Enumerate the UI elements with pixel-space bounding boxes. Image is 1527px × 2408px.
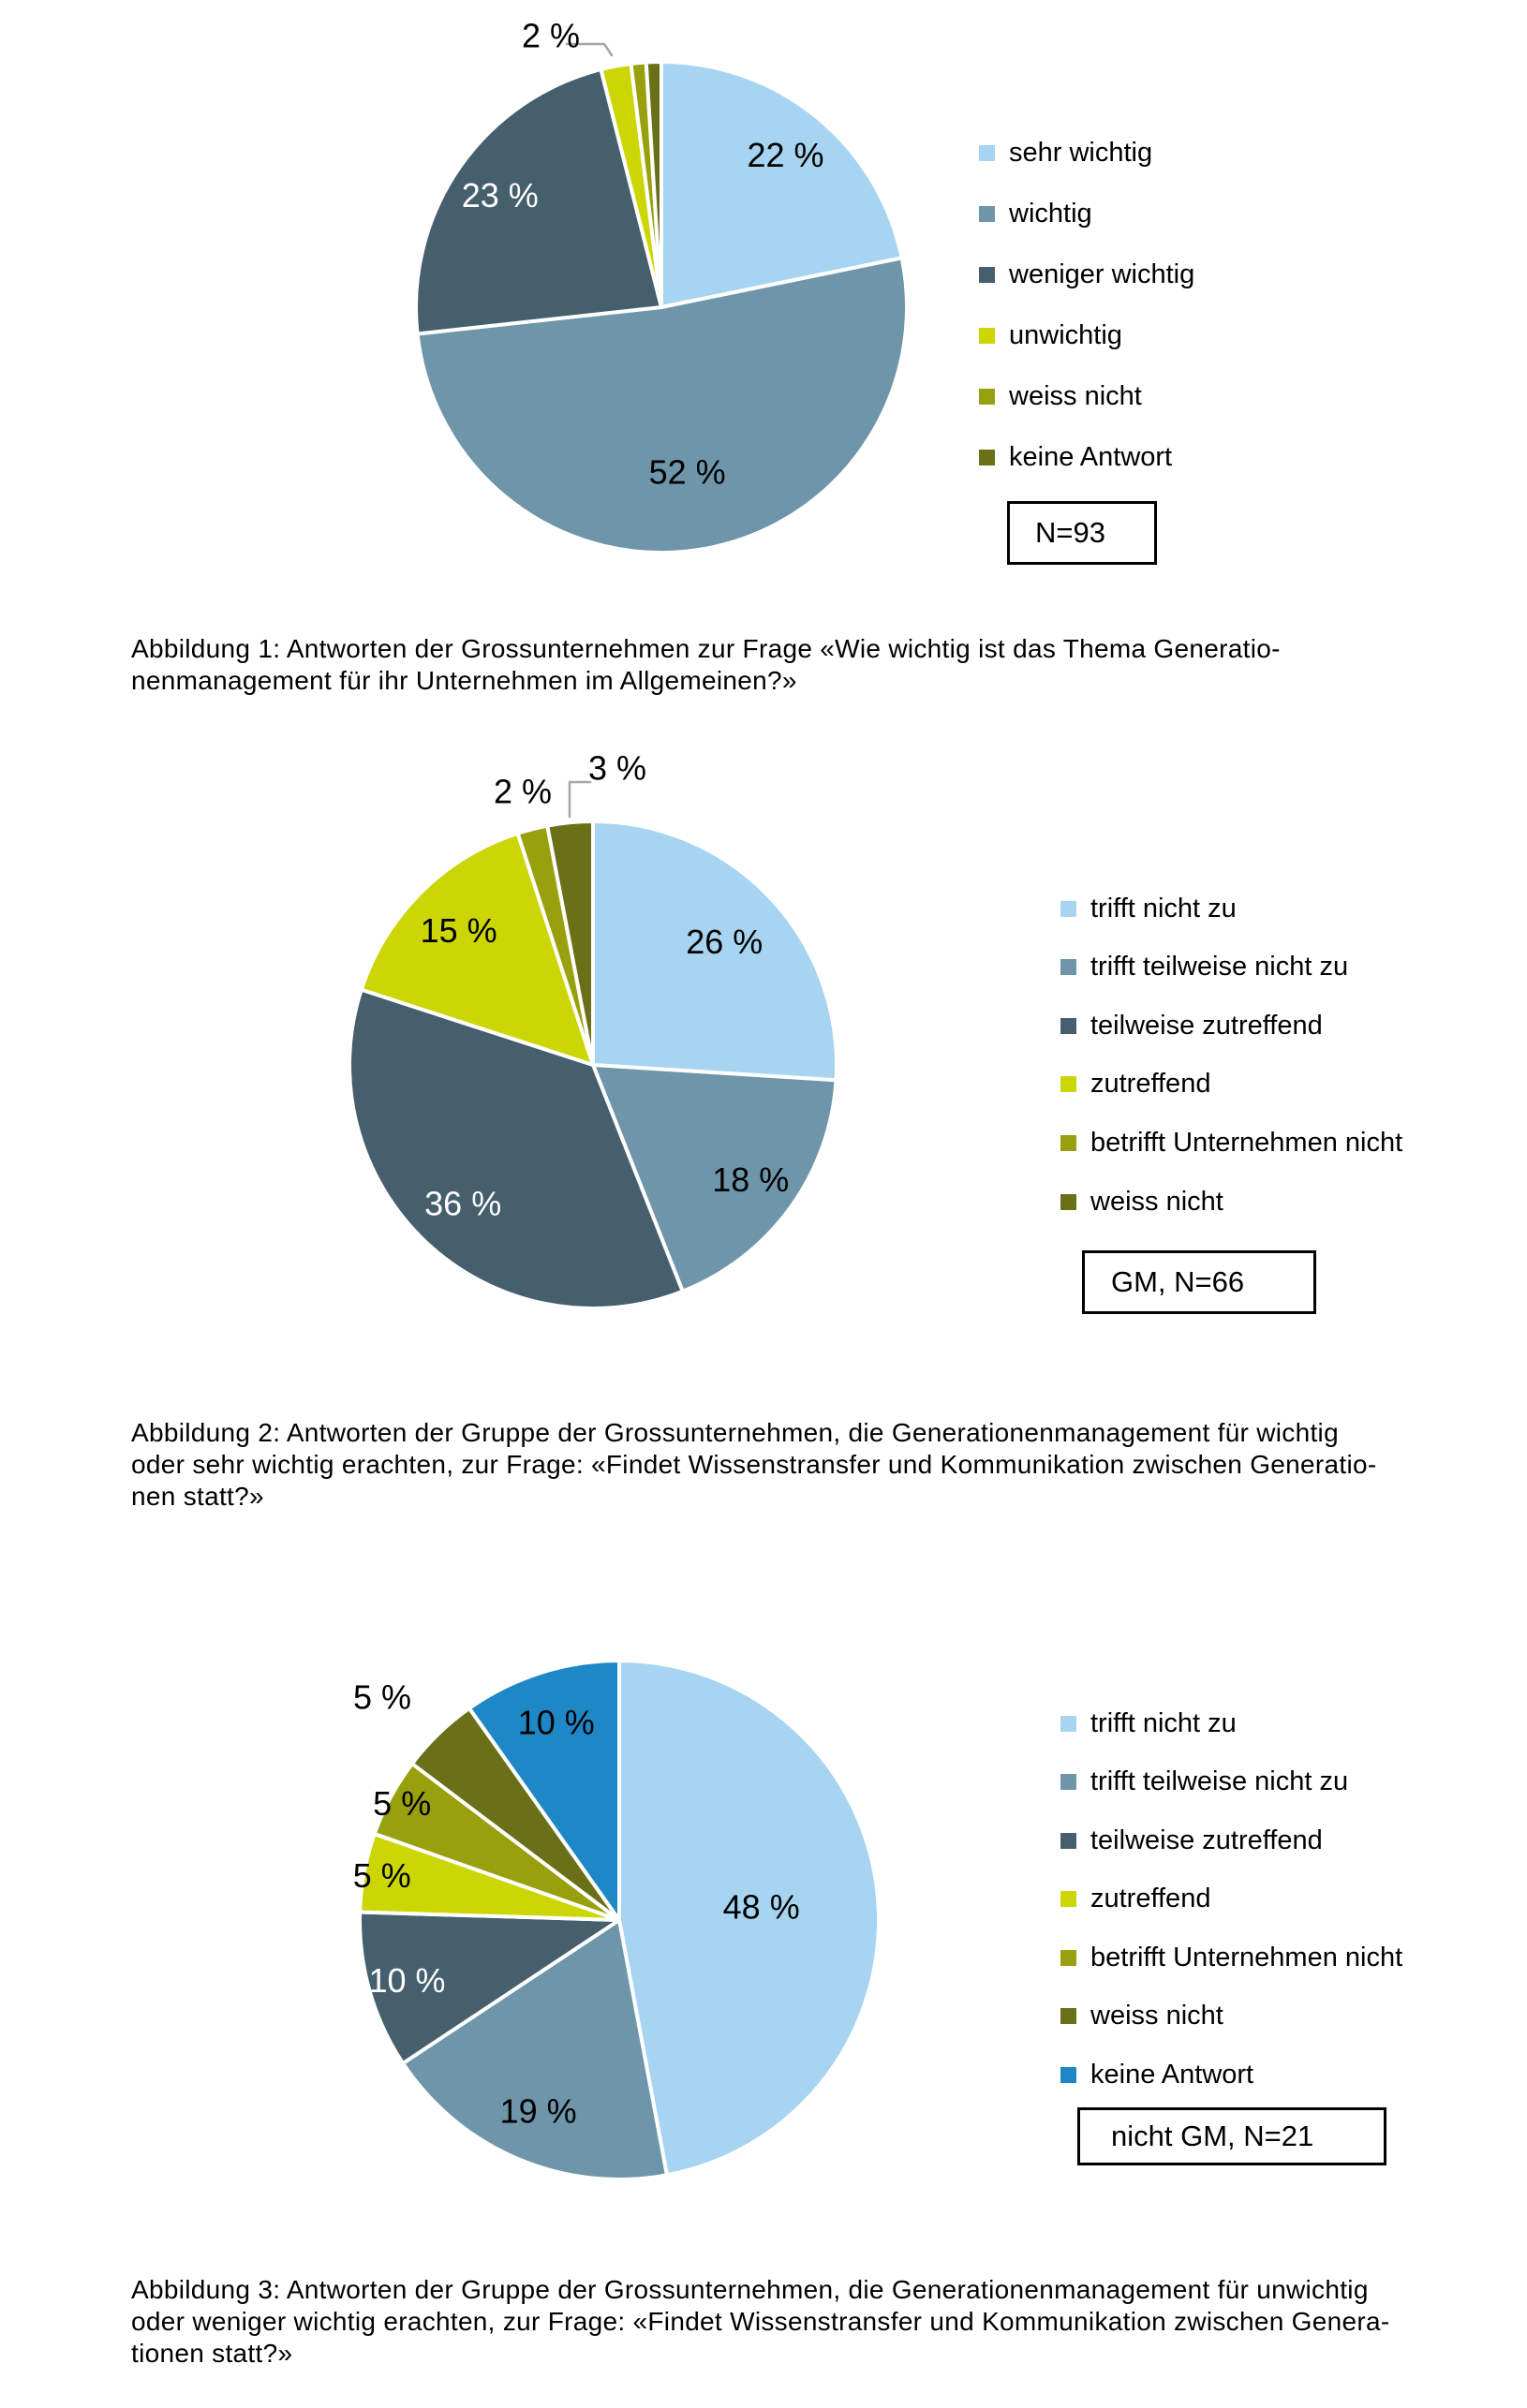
- caption-line: Abbildung 3: Antworten der Gruppe der Grossunternehmen, die Generationenmanagement für unwichtig: [131, 2275, 1369, 2304]
- legend-label: trifft nicht zu: [1090, 893, 1237, 923]
- sample-size-box: [1007, 501, 1157, 565]
- pie-chart-1: [309, 0, 965, 618]
- legend-swatch-icon: [1060, 1891, 1076, 1907]
- sample-size-label: GM, N=66: [1111, 1265, 1245, 1298]
- legend-item-weniger-wichtig: [979, 260, 1194, 288]
- pie-percent-callout: 2 %: [493, 772, 553, 811]
- legend-label: zutreffend: [1090, 1884, 1211, 1913]
- legend-item-keine-antwort: [979, 443, 1172, 471]
- legend-label: weiss nicht: [1009, 380, 1142, 411]
- sample-size-label: N=93: [1035, 516, 1105, 549]
- pie-percent-callout: 2 %: [521, 16, 581, 55]
- legend-label: unwichtig: [1009, 319, 1122, 350]
- legend-swatch-icon: [1060, 1833, 1076, 1849]
- legend-swatch-icon: [1060, 1076, 1076, 1092]
- legend-swatch-icon: [1060, 1194, 1076, 1210]
- legend-label: trifft teilweise nicht zu: [1090, 952, 1349, 982]
- sample-size-box: [1082, 1250, 1316, 1314]
- legend-label: weiss nicht: [1090, 2001, 1223, 2031]
- caption-line: oder weniger wichtig erachten, zur Frage: «Findet Wissenstransfer und Kommunikation zwischen Genera-: [131, 2307, 1390, 2336]
- caption-line: oder sehr wichtig erachten, zur Frage: «Findet Wissenstransfer und Kommunikation zwischen Generatio-: [131, 1450, 1377, 1479]
- pie-percent-label: 19 %: [499, 2091, 577, 2131]
- callout-leader-line: [570, 782, 590, 817]
- legend-swatch-icon: [979, 206, 995, 222]
- figure-caption-3: [131, 2274, 1490, 2370]
- pie-percent-callout: 5 %: [352, 1677, 412, 1717]
- legend-item-zutreffend: [1060, 1885, 1210, 1913]
- legend-label: zutreffend: [1090, 1069, 1211, 1100]
- legend-item-keine-antwort: [1060, 2061, 1253, 2089]
- sample-size-box: [1077, 2107, 1386, 2165]
- pie-percent-label: 10 %: [517, 1703, 595, 1742]
- legend-item-weiss-nicht: [1060, 2002, 1223, 2031]
- pie-percent-label: 5 %: [352, 1856, 411, 1896]
- legend-label: teilweise zutreffend: [1090, 1824, 1323, 1855]
- legend-label: trifft teilweise nicht zu: [1090, 1766, 1349, 1796]
- legend-item-trifft-nicht-zu: [1060, 1709, 1237, 1737]
- legend-label: keine Antwort: [1009, 441, 1173, 472]
- pie-percent-label: 36 %: [424, 1184, 502, 1223]
- caption-line: tionen statt?»: [131, 2339, 293, 2368]
- legend-label: betrifft Unternehmen nicht: [1090, 1942, 1403, 1972]
- pie-percent-label: 52 %: [648, 452, 726, 492]
- legend-item-weiss-nicht: [1060, 1188, 1223, 1216]
- pie-percent-label: 18 %: [712, 1160, 790, 1199]
- legend-item-betrifft-unternehmen-nicht: [1060, 1943, 1402, 1972]
- legend-label: weniger wichtig: [1009, 259, 1195, 289]
- legend-item-zutreffend: [1060, 1071, 1210, 1099]
- legend-item-trifft-nicht-zu: [1060, 894, 1237, 923]
- caption-line: nen statt?»: [131, 1482, 264, 1511]
- pie-percent-label: 22 %: [747, 136, 824, 175]
- legend-item-betrifft-unternehmen-nicht: [1060, 1129, 1402, 1157]
- legend-swatch-icon: [1060, 2008, 1076, 2024]
- caption-line: nenmanagement für ihr Unternehmen im Allgemeinen?»: [131, 666, 797, 695]
- legend-item-teilweise-zutreffend: [1060, 1826, 1323, 1854]
- legend-swatch-icon: [979, 450, 995, 465]
- legend-swatch-icon: [1060, 2067, 1076, 2083]
- pie-percent-label: 23 %: [461, 176, 539, 214]
- pie-chart-2: [309, 731, 965, 1349]
- legend-swatch-icon: [1060, 1018, 1076, 1034]
- legend-label: keine Antwort: [1090, 2059, 1254, 2090]
- pie-percent-label: 26 %: [686, 922, 764, 961]
- legend-label: betrifft Unternehmen nicht: [1090, 1127, 1403, 1158]
- legend-item-trifft-teilweise-nicht-zu: [1060, 953, 1348, 982]
- caption-line: Abbildung 1: Antworten der Grossunternehmen zur Frage «Wie wichtig ist das Thema Generatio-: [131, 634, 1281, 663]
- legend-swatch-icon: [979, 145, 995, 161]
- legend-swatch-icon: [1060, 1716, 1076, 1732]
- pie-percent-label: 15 %: [420, 911, 497, 951]
- pie-chart-3: [281, 1630, 993, 2248]
- legend-item-weiss-nicht: [979, 382, 1142, 410]
- legend-swatch-icon: [1060, 1950, 1076, 1966]
- pie-percent-callout: 3 %: [587, 748, 647, 788]
- legend-item-unwichtig: [979, 321, 1122, 349]
- legend-swatch-icon: [979, 328, 995, 344]
- legend-swatch-icon: [1060, 901, 1076, 917]
- legend-label: sehr wichtig: [1009, 137, 1153, 168]
- legend-swatch-icon: [1060, 959, 1076, 975]
- legend-item-sehr-wichtig: [979, 139, 1152, 167]
- caption-line: Abbildung 2: Antworten der Gruppe der Grossunternehmen, die Generationenmanagement für wichtig: [131, 1418, 1339, 1447]
- legend-swatch-icon: [979, 267, 995, 283]
- legend-swatch-icon: [979, 389, 995, 405]
- legend-label: weiss nicht: [1090, 1186, 1223, 1217]
- legend-swatch-icon: [1060, 1135, 1076, 1151]
- pie-percent-label: 48 %: [722, 1887, 800, 1927]
- legend-item-wichtig: [979, 199, 1092, 228]
- figure-caption-2: [131, 1417, 1490, 1513]
- legend-label: wichtig: [1009, 198, 1092, 229]
- pie-percent-label: 10 %: [368, 1960, 446, 2000]
- pie-percent-label: 5 %: [373, 1784, 432, 1823]
- figure-caption-1: [131, 633, 1490, 697]
- sample-size-label: nicht GM, N=21: [1111, 2120, 1314, 2152]
- legend-label: teilweise zutreffend: [1090, 1010, 1323, 1041]
- legend-swatch-icon: [1060, 1774, 1076, 1790]
- legend-label: trifft nicht zu: [1090, 1707, 1237, 1738]
- legend-item-trifft-teilweise-nicht-zu: [1060, 1768, 1348, 1796]
- legend-item-teilweise-zutreffend: [1060, 1012, 1323, 1040]
